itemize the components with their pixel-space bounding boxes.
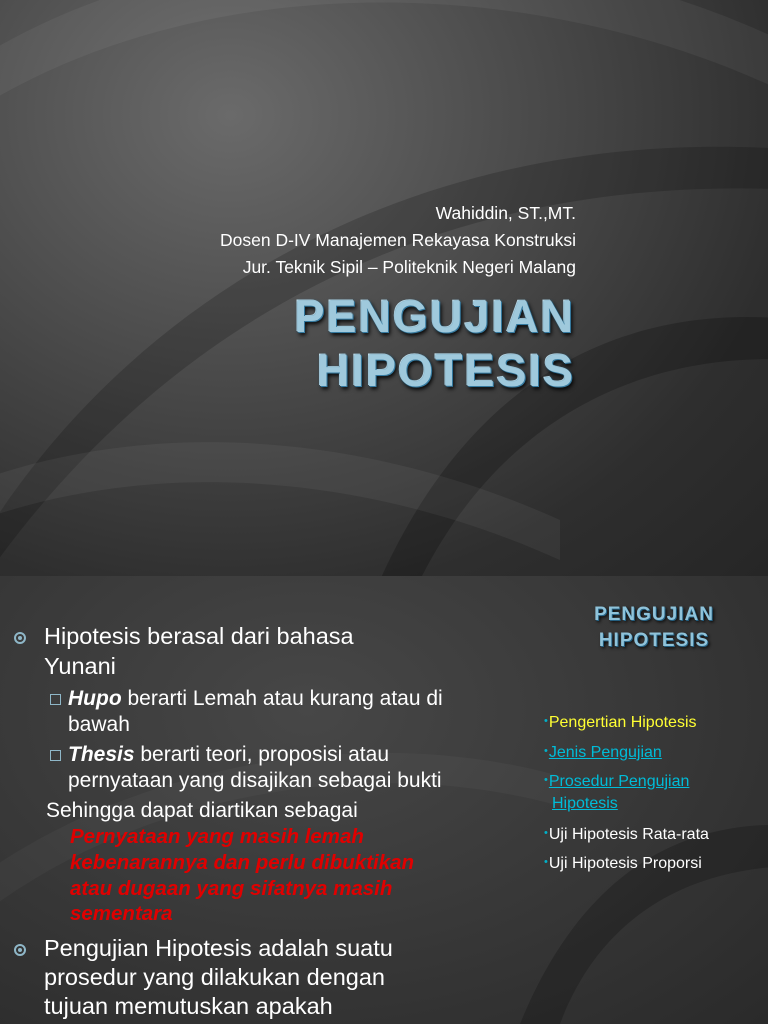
- author-name: Wahiddin, ST.,MT.: [435, 203, 576, 223]
- prosedur-link-line-1[interactable]: Prosedur Pengujian: [548, 773, 690, 790]
- bullet-dot-icon: •: [544, 856, 548, 868]
- bullet-dot-icon: •: [544, 715, 548, 727]
- content-slide: [0, 576, 768, 1024]
- side-title-line-2: HIPOTESIS: [598, 630, 710, 651]
- side-item-label: Uji Hipotesis Rata-rata: [548, 826, 709, 843]
- prosedur-link-line-2[interactable]: Hipotesis: [552, 795, 618, 812]
- bullet-dot-icon: •: [544, 745, 548, 757]
- side-item-rata-rata[interactable]: [544, 822, 759, 846]
- hupo-text: berarti Lemah atau kurang atau di: [121, 687, 443, 710]
- definition-line-1: Pernyataan yang masih lemah: [70, 825, 364, 848]
- sub-bullet-thesis: [68, 742, 508, 767]
- hupo-text-line-2: bawah: [68, 713, 130, 736]
- bullet-dot-icon: •: [544, 774, 548, 786]
- author-position: Dosen D-IV Manajemen Rekayasa Konstruksi: [220, 230, 576, 250]
- side-item-label: Uji Hipotesis Proporsi: [548, 855, 702, 872]
- sub-bullet-hupo: [68, 686, 508, 711]
- definition-line-4: sementara: [70, 902, 173, 925]
- thesis-text: berarti teori, proposisi atau: [134, 743, 389, 766]
- side-title: [560, 602, 748, 654]
- title-line-2: HIPOTESIS: [316, 345, 575, 396]
- author-info: [220, 200, 576, 281]
- side-item-prosedur-cont[interactable]: [544, 792, 767, 815]
- definition-line-3: atau dugaan yang sifatnya masih: [70, 877, 393, 900]
- title-line-1: PENGUJIAN: [294, 291, 575, 342]
- thesis-text-line-2: pernyataan yang disajikan sebagai bukti: [68, 769, 442, 792]
- bullet-2-line-2: prosedur yang dilakukan dengan: [44, 964, 386, 990]
- jenis-pengujian-link[interactable]: Jenis Pengujian: [548, 744, 662, 761]
- slide-title: [294, 290, 575, 398]
- author-department: Jur. Teknik Sipil – Politeknik Negeri Malang: [242, 257, 576, 277]
- side-item-pengertian[interactable]: [544, 710, 759, 734]
- conclusion-text: Sehingga dapat diartikan sebagai: [46, 799, 358, 822]
- side-title-line-1: PENGUJIAN: [594, 604, 714, 625]
- side-item-proporsi[interactable]: [544, 851, 759, 875]
- side-item-jenis[interactable]: [544, 740, 759, 764]
- square-bullet-icon: [50, 750, 61, 761]
- side-item-label: Pengertian Hipotesis: [548, 714, 697, 731]
- bullet-1-line-2: Yunani: [44, 653, 116, 679]
- bullet-icon: [14, 632, 26, 644]
- square-bullet-icon: [50, 694, 61, 705]
- bullet-2-line-3: tujuan memutuskan apakah: [44, 993, 333, 1019]
- side-item-prosedur[interactable]: [544, 769, 759, 793]
- bullet-dot-icon: •: [544, 827, 548, 839]
- bullet-1-line-1: Hipotesis berasal dari bahasa: [44, 623, 354, 649]
- term-thesis: Thesis: [68, 743, 135, 766]
- definition-line-2: kebenarannya dan perlu dibuktikan: [70, 851, 415, 874]
- term-hupo: Hupo: [68, 687, 122, 710]
- bullet-2-line-1: Pengujian Hipotesis adalah suatu: [44, 935, 393, 961]
- bullet-icon: [14, 944, 26, 956]
